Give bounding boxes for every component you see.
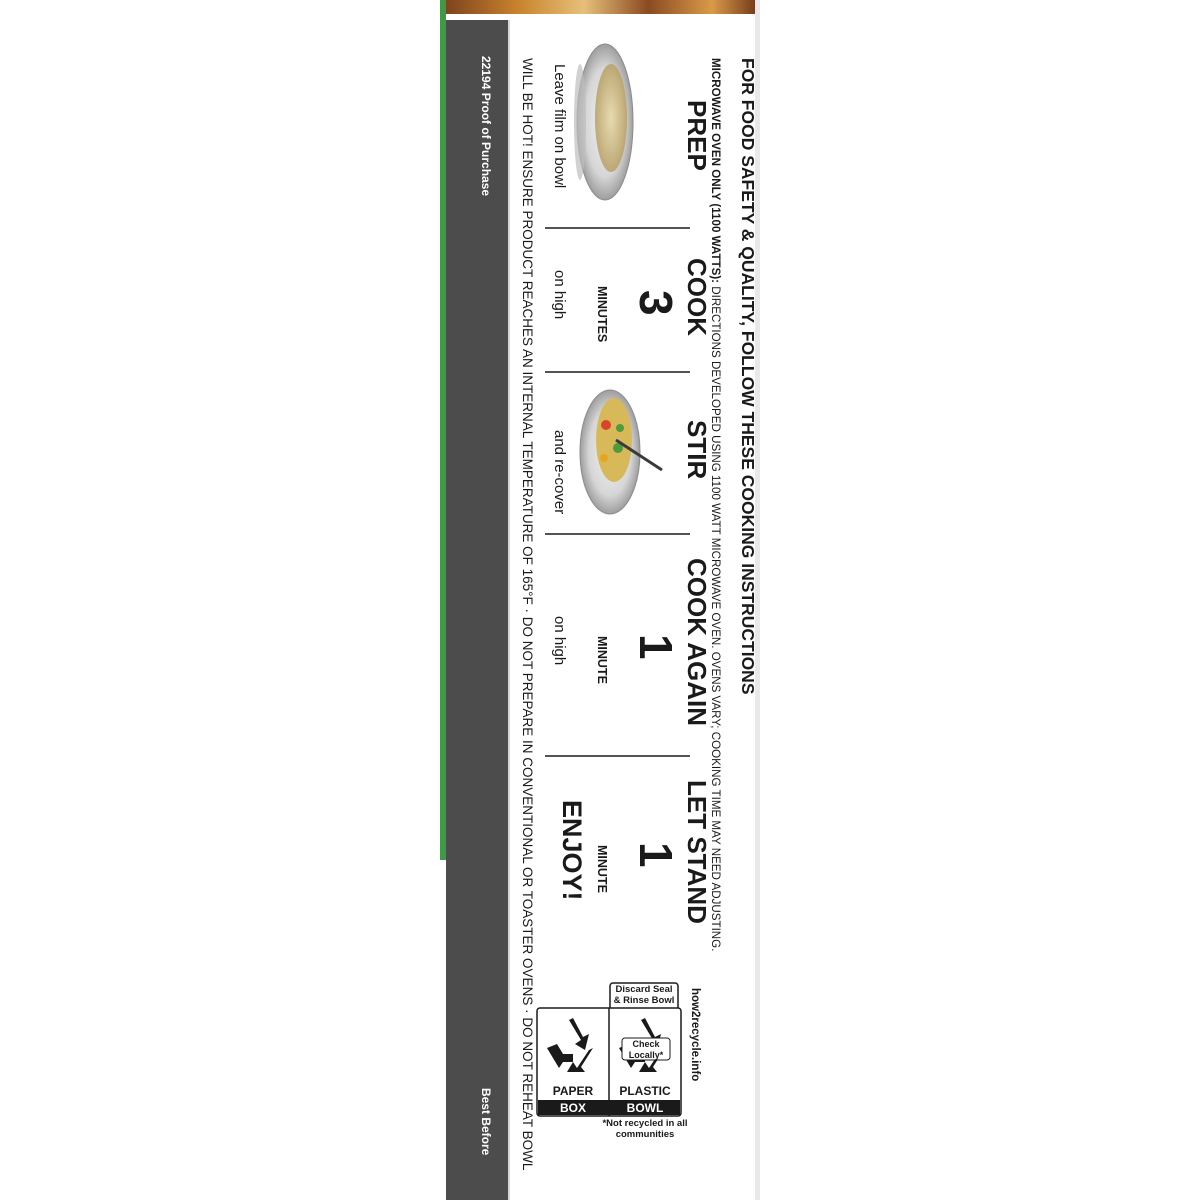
enjoy-text: ENJOY!	[557, 800, 587, 901]
step-prep-heading: PREP	[682, 100, 712, 171]
recycle-footnote: *Not recycled in all communities	[602, 1118, 688, 1140]
proof-of-purchase: 22194 Proof of Purchase	[479, 56, 493, 197]
step-let-stand-heading: LET STAND	[682, 780, 712, 924]
prep-note: Leave film on bowl	[551, 64, 568, 189]
plastic-label: PLASTIC	[619, 1084, 671, 1098]
cook-again-note: on high	[551, 616, 568, 666]
paper-label: PAPER	[552, 1084, 594, 1098]
prep-bowl-image	[574, 44, 633, 200]
subtitle-rest: DIRECTIONS DEVELOPED USING 1100 WATT MICROWAVE OVEN. OVENS VARY; COOKING TIME MAY NEED ADJUSTING.	[709, 283, 722, 952]
step-stir-heading: STIR	[682, 420, 712, 480]
check-locally-text: Check Locally*	[628, 1039, 664, 1060]
instructions-title: FOR FOOD SAFETY & QUALITY, FOLLOW THESE COOKING INSTRUCTIONS	[738, 58, 758, 695]
stir-note: and re-cover	[551, 430, 568, 515]
check-locally-text-wrap	[622, 1038, 670, 1060]
step-cook-again-heading: COOK AGAIN	[682, 558, 712, 727]
discard-seal-text-wrap	[611, 984, 677, 1009]
plastic-sub-label: BOWL	[626, 1101, 664, 1115]
cook-again-minutes-number: 1	[630, 634, 682, 660]
best-before: Best Before	[479, 1088, 493, 1156]
discard-seal-text: Discard Seal & Rinse Bowl	[613, 984, 675, 1006]
paper-sub-label: BOX	[559, 1101, 587, 1115]
recycle-website: how2recycle.info	[689, 988, 701, 1082]
let-stand-unit: MINUTE	[595, 845, 609, 893]
how2recycle-label	[537, 983, 701, 1144]
stir-bowl-image	[580, 390, 662, 514]
cook-unit: MINUTES	[595, 286, 609, 343]
step-cook-heading: COOK	[682, 258, 712, 336]
cook-again-unit: MINUTE	[595, 636, 609, 684]
let-stand-minutes-number: 1	[630, 842, 682, 868]
cook-note: on high	[551, 270, 568, 320]
subtitle-bold: MICROWAVE OVEN ONLY (1100 WATTS):	[709, 58, 722, 284]
safety-warning: WILL BE HOT! ENSURE PRODUCT REACHES AN INTERNAL TEMPERATURE OF 165°F · DO NOT PREPARE IN CONVENTIONAL OR TOASTER OVENS · DO NOT REHEAT BOWL	[520, 58, 535, 1171]
cook-minutes-number: 3	[630, 290, 682, 316]
recycle-footnote-wrap	[600, 1118, 690, 1144]
